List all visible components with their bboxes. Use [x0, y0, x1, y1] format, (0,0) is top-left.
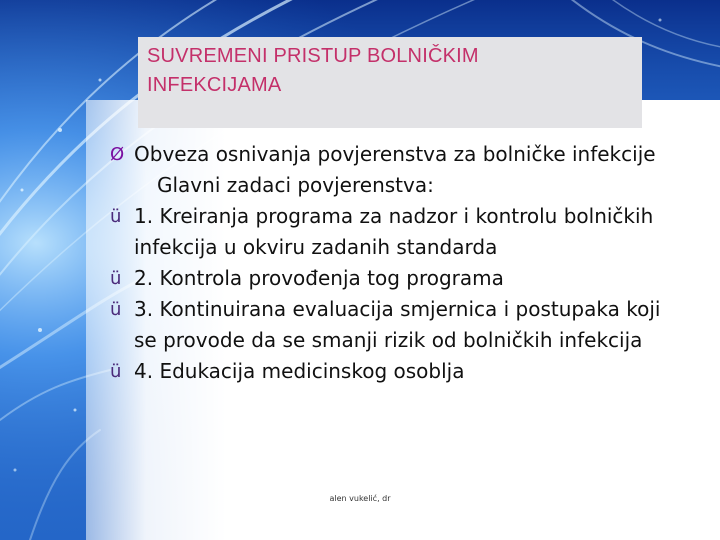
list-item-task: [110, 294, 670, 356]
bullet-list: [110, 139, 670, 387]
footer-author: alen vukelić, dr: [329, 494, 391, 503]
list-item-task: [110, 263, 670, 294]
subheading: Glavni zadaci povjerenstva:: [157, 173, 434, 197]
checkmark-bullet-icon: ü: [110, 268, 122, 289]
list-item-task: [110, 356, 670, 387]
main-bullet-text: Obveza osnivanja povjerenstva za bolničke infekcije: [134, 142, 656, 166]
list-item-task: [110, 201, 670, 263]
slide-title: SUVREMENI PRISTUP BOLNIČKIM INFEKCIJAMA: [147, 45, 479, 96]
checkmark-bullet-icon: ü: [110, 361, 122, 382]
task-text: 2. Kontrola provođenja tog programa: [134, 266, 504, 290]
arrow-bullet-icon: Ø: [110, 144, 125, 165]
list-item-main: [110, 139, 670, 170]
task-text: 1. Kreiranja programa za nadzor i kontrolu bolničkih infekcija u okviru zadanih standarda: [134, 204, 654, 259]
task-text: 4. Edukacija medicinskog osoblja: [134, 359, 465, 383]
checkmark-bullet-icon: ü: [110, 206, 122, 227]
task-text: 3. Kontinuirana evaluacija smjernica i postupaka koji se provode da se smanji rizik od bolničkih infekcija: [134, 297, 661, 352]
checkmark-bullet-icon: ü: [110, 299, 122, 320]
